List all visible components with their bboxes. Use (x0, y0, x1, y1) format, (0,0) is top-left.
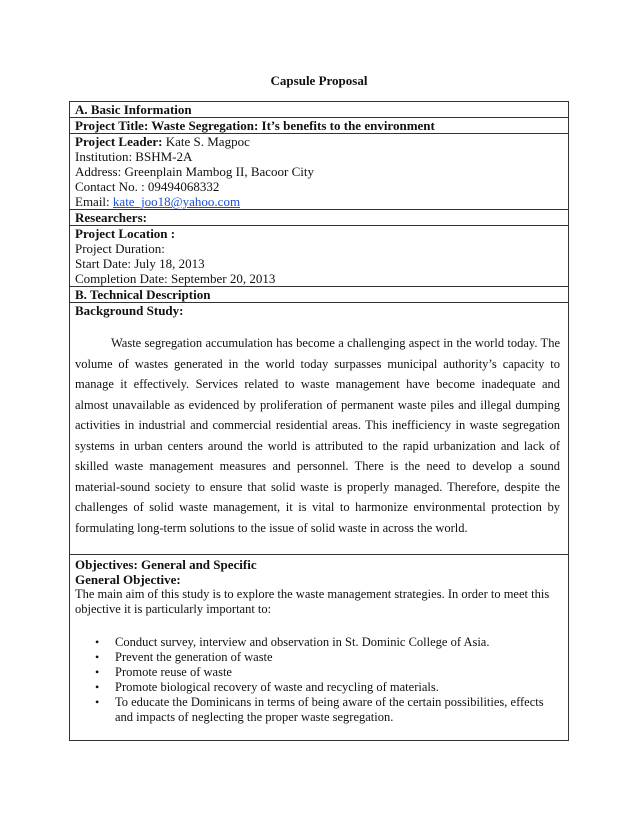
email-label: Email: (75, 194, 113, 209)
proposal-table (69, 101, 569, 741)
start-date: Start Date: July 18, 2013 (75, 256, 205, 271)
bullet-icon: • (95, 665, 100, 679)
location-block (70, 226, 568, 287)
leader-label: Project Leader: (75, 134, 163, 149)
project-duration: Project Duration: (75, 241, 165, 256)
background-section (70, 303, 568, 555)
list-item: • Promote reuse of waste (95, 665, 232, 679)
background-paragraph: Waste segregation accumulation has become a challenging aspect in the world today. The volume of wastes generated in the world today surpasses municipal authority’s capacity to manage it effectively. Services related to waste management have become inadequate and almost unavailable as evidenced by proliferation of permanent waste piles and illegal dumping activities in industrial and commercial residential areas. This inefficiency in waste segregation systems in urban centers around the world is attributed to the rapid urbanization and lack of skilled waste management measures and personnel. There is the need to develop a sound material-sound society to ensure that solid waste is properly managed. Therefore, despite the challenges of solid waste management, it is vital to harmonize environmental protection by formulating long-term solutions to the issue of solid waste in across the world. (75, 336, 560, 535)
leader-value: Kate S. Magpoc (162, 134, 250, 149)
list-item: • Conduct survey, interview and observation in St. Dominic College of Asia. (95, 635, 490, 649)
contact-number: Contact No. : 09494068332 (75, 179, 220, 194)
objectives-header: Objectives: General and Specific (75, 557, 257, 572)
leader-line (75, 134, 568, 149)
address: Address: Greenplain Mambog II, Bacoor City (75, 164, 315, 179)
institution: Institution: BSHM-2A (75, 149, 193, 164)
bullet-icon: • (95, 650, 100, 664)
email-link[interactable]: kate_joo18@yahoo.com (112, 194, 241, 209)
technical-header: B. Technical Description (70, 287, 568, 303)
project-title: Project Title: Waste Segregation: It’s benefits to the environment (70, 118, 568, 134)
document-title: Capsule Proposal (270, 73, 368, 88)
list-item: • Promote biological recovery of waste and recycling of materials. (95, 680, 439, 694)
bullet-icon: • (95, 680, 100, 694)
leader-block (70, 134, 568, 210)
completion-date: Completion Date: September 20, 2013 (75, 271, 276, 286)
objectives-section (70, 555, 568, 745)
bullet-icon: • (95, 635, 100, 649)
objectives-list (75, 635, 568, 725)
background-label: Background Study: (75, 303, 184, 318)
general-objective-text: The main aim of this study is to explore the waste management strategies. In order to meet this objective it is particularly important to: (75, 587, 550, 616)
email-line (75, 194, 568, 209)
basic-info-header: A. Basic Information (70, 102, 568, 118)
list-item: • Prevent the generation of waste (95, 650, 273, 664)
general-objective-label: General Objective: (75, 572, 181, 587)
bullet-icon: • (95, 695, 100, 709)
project-location: Project Location : (75, 226, 176, 241)
researchers: Researchers: (70, 210, 568, 226)
list-item: • To educate the Dominicans in terms of being aware of the certain possibilities, effects and impacts of neglecting the proper waste segregation. (95, 695, 544, 724)
